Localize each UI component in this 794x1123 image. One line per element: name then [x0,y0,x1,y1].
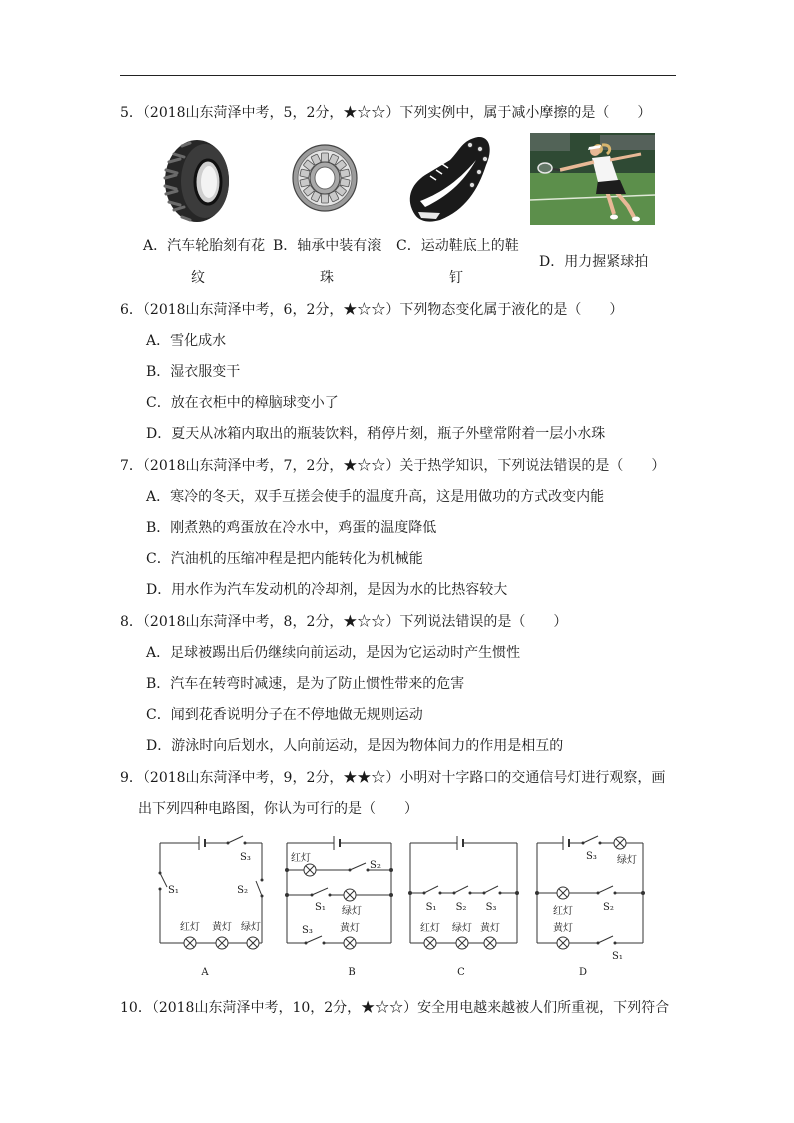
circuit-a [159,836,264,978]
battery-symbol [563,836,569,850]
q8-option-a: A．足球被踢出后仍继续向前运动，是因为它运动时产生惯性 [146,645,521,661]
label-yellow-lamp: 黄灯 [340,923,360,934]
label-red-lamp: 红灯 [420,923,440,934]
label-s3: S₃ [302,925,313,936]
q7-option-d: D．用水作为汽车发动机的冷却剂，是因为水的比热容较大 [146,582,508,598]
label-s2: S₂ [370,860,381,871]
q5-option-c-line2: 钉 [449,270,463,286]
q5-option-d: D．用力握紧球拍 [539,254,649,270]
circuit-letter: A [201,967,209,978]
label-s1: S₁ [425,902,437,913]
label-s3: S₃ [586,851,597,862]
label-s3: S₃ [240,852,251,863]
label-s1: S₁ [612,951,623,962]
label-s1: S₁ [315,902,326,913]
switch-s1 [423,886,442,895]
q8-option-c: C．闻到花香说明分子在不停地做无规则运动 [146,707,423,723]
label-yellow-lamp: 黄灯 [212,922,232,933]
q7-option-c: C．汽油机的压缩冲程是把内能转化为机械能 [146,551,423,567]
circuit-letter: B [348,967,356,978]
q7-stem: 7．（2018山东菏泽中考，7，2分，★☆☆）关于热学知识，下列说法错误的是（ ） [120,458,666,474]
q5-option-b-line2: 珠 [320,270,334,286]
bearing-image [293,145,357,211]
label-red-lamp: 红灯 [553,906,573,917]
lamp-yellow [216,937,228,949]
q5-option-a-line1: A．汽车轮胎刻有花 [143,238,266,254]
q8-option-b: B．汽车在转弯时减速，是为了防止惯性带来的危害 [146,676,465,692]
switch-s2 [453,886,472,895]
lamp-red [424,937,436,949]
lamp-green [247,937,259,949]
q5-stem: 5．（2018山东菏泽中考，5，2分，★☆☆）下列实例中，属于减小摩擦的是（ ） [120,105,652,121]
tire-image [165,140,229,222]
header-rule [120,75,676,76]
label-red-lamp: 红灯 [180,922,200,933]
q9-circuit-diagrams [150,826,655,982]
switch-s2 [256,879,264,898]
label-green-lamp: 绿灯 [617,855,637,866]
tennis-player-photo [530,133,655,225]
q5-option-a-line2: 纹 [191,270,205,286]
label-yellow-lamp: 黄灯 [480,923,500,934]
switch-s2 [597,886,617,895]
switch-s3 [227,836,247,845]
battery-symbol [334,836,340,850]
q6-option-a: A．雪化成水 [146,333,227,349]
label-yellow-lamp: 黄灯 [553,923,573,934]
lamp-red [184,937,196,949]
label-s2: S₂ [455,902,467,913]
lamp-yellow [484,937,496,949]
lamp-green [614,837,626,849]
q5-option-b-line1: B．轴承中装有滚 [273,238,382,254]
q8-stem: 8．（2018山东菏泽中考，8，2分，★☆☆）下列说法错误的是（ ） [120,614,568,630]
q6-option-b: B．湿衣服变干 [146,364,241,380]
circuit-d [535,836,645,978]
label-green-lamp: 绿灯 [342,906,362,917]
q6-option-c: C．放在衣柜中的樟脑球变小了 [146,395,339,411]
label-green-lamp: 绿灯 [452,923,472,934]
q10-stem: 10．（2018山东菏泽中考，10，2分，★☆☆）安全用电越来越被人们所重视，下列符合 [120,1000,670,1016]
q9-stem-line1: 9．（2018山东菏泽中考，9，2分，★★☆）小明对十字路口的交通信号灯进行观察，画 [120,770,666,786]
circuit-letter: D [578,967,588,978]
switch-s1 [311,888,332,897]
switch-s2 [349,863,370,872]
label-s2: S₂ [237,885,248,896]
switch-s1 [159,872,168,891]
switch-s3 [582,836,602,845]
lamp-yellow [557,937,569,949]
lamp-green [456,937,468,949]
lamp-red [304,864,316,876]
circuit-c [408,836,519,978]
q5-option-c-line1: C．运动鞋底上的鞋 [396,238,519,254]
q9-stem-line2: 出下列四种电路图，你认为可行的是（ ） [138,801,418,817]
label-s1: S₁ [168,885,179,896]
switch-s1 [597,936,617,945]
q8-option-d: D．游泳时向后划水，人向前运动，是因为物体间力的作用是相互的 [146,738,564,754]
q6-stem: 6．（2018山东菏泽中考，6，2分，★☆☆）下列物态变化属于液化的是（ ） [120,302,624,318]
switch-s3 [483,886,502,895]
label-red-lamp: 红灯 [291,853,311,864]
label-green-lamp: 绿灯 [241,922,261,933]
spike-shoe-image [410,137,490,222]
switch-s3 [305,936,326,945]
q6-option-d: D．夏天从冰箱内取出的瓶装饮料，稍停片刻，瓶子外壁常附着一层小水珠 [146,426,606,442]
q7-option-a: A．寒冷的冬天，双手互搓会使手的温度升高，这是用做功的方式改变内能 [146,489,605,505]
battery-symbol [199,836,205,850]
label-s3: S₃ [485,902,497,913]
q7-option-b: B．刚煮熟的鸡蛋放在冷水中，鸡蛋的温度降低 [146,520,437,536]
lamp-yellow [344,937,356,949]
label-s2: S₂ [603,902,614,913]
lamp-red [557,887,569,899]
circuit-letter: C [457,967,465,978]
lamp-green [344,889,356,901]
battery-symbol [457,836,463,850]
circuit-b [285,836,393,978]
q5-figures [160,130,660,230]
